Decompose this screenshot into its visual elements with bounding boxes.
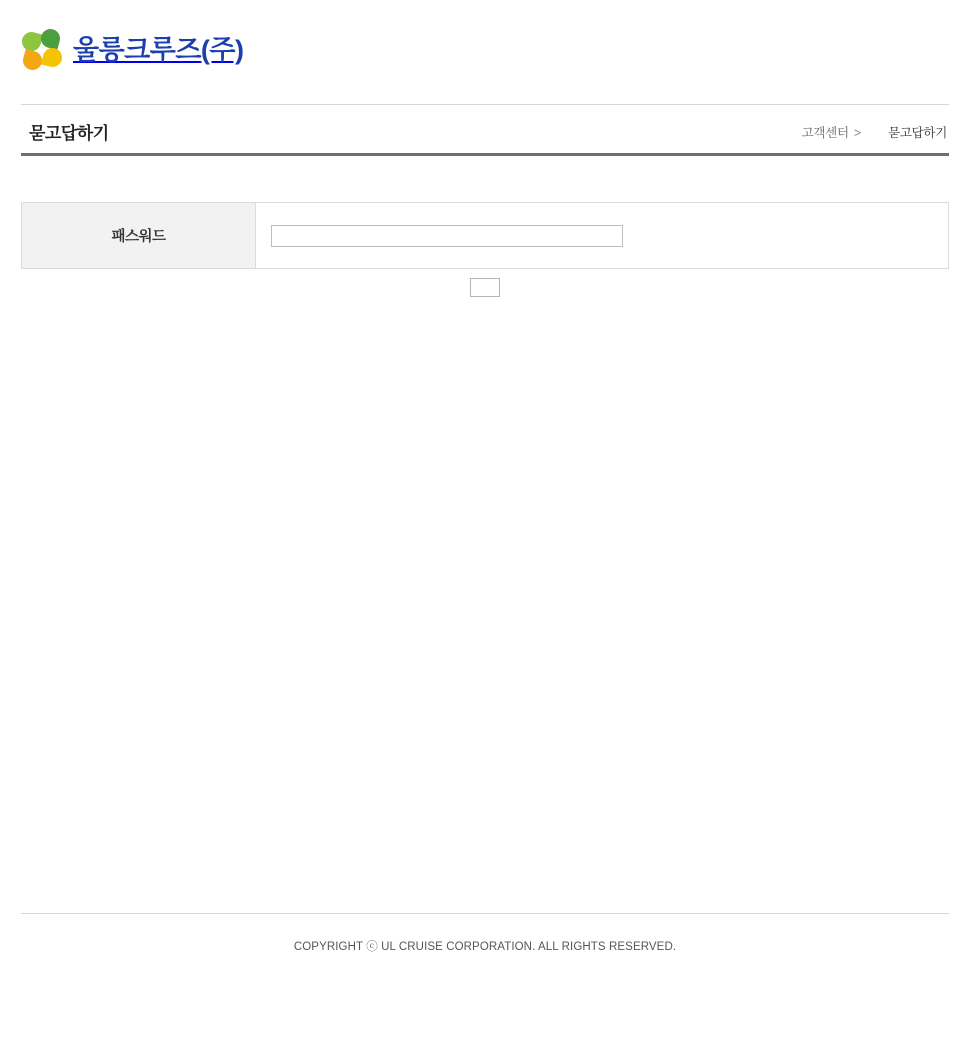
logo-text <box>73 34 244 65</box>
main-content <box>21 156 949 301</box>
table-row <box>22 203 949 269</box>
logo-text-main: 울릉크루즈 <box>73 34 201 65</box>
password-form-table <box>21 202 949 269</box>
page-title: 묻고답하기 <box>29 124 109 143</box>
submit-button[interactable] <box>470 278 500 297</box>
password-input[interactable] <box>271 225 623 247</box>
copyright-text: COPYRIGHT ⓒ UL CRUISE CORPORATION. ALL RIGHTS RESERVED. <box>293 941 677 953</box>
site-logo-link[interactable] <box>21 29 244 71</box>
submit-row <box>21 278 949 301</box>
password-field-cell <box>256 203 949 269</box>
breadcrumb <box>802 123 947 141</box>
site-header <box>0 0 970 104</box>
breadcrumb-parent[interactable]: 고객센터 <box>801 126 849 140</box>
breadcrumb-separator: > <box>853 126 861 140</box>
password-label: 패스워드 <box>22 203 256 269</box>
flower-pinwheel-logo-icon <box>21 29 63 71</box>
page-title-bar <box>21 104 949 156</box>
content-spacer <box>21 156 949 202</box>
logo-text-suffix: (주) <box>200 34 244 65</box>
footer-divider <box>21 913 949 914</box>
breadcrumb-current: 묻고답하기 <box>888 126 947 140</box>
